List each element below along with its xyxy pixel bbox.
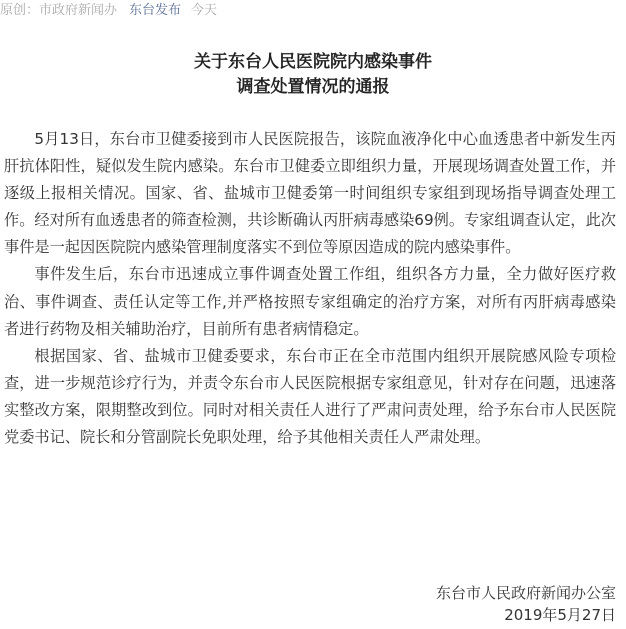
original-label: 原创： (0, 3, 40, 18)
article-body (4, 126, 616, 451)
paragraph-2: 事件发生后，东台市迅速成立事件调查处置工作组，组织各方力量，全力做好医疗救治、事件调查、责任认定等工作,并严格按照专家组确定的治疗方案，对所有丙肝病毒感染者进行药物及相关辅助治疗，目前所有患者病情稳定。 (4, 265, 616, 338)
signature (436, 582, 616, 626)
article-title (0, 50, 626, 100)
publisher-link[interactable]: 东台发布 (129, 3, 182, 18)
title-line-2: 调查处置情况的通报 (236, 77, 390, 97)
original-source: 市政府新闻办 (39, 3, 118, 18)
publish-time: 今天 (191, 3, 218, 18)
signature-date: 2019年5月27日 (504, 606, 616, 624)
paragraph-1: 5月13日，东台市卫健委接到市人民医院报告，该院血液净化中心血透患者中新发生丙肝抗体阳性，疑似发生院内感染。东台市卫健委立即组织力量，开展现场调查处置工作，并逐级上报相关情况。国家、省、盐城市卫健委第一时间组织专家组到现场指导调查处理工作。经对所有血透患者的筛查检测，共诊断确认丙肝病毒感染69例。专家组调查认定，此次事件是一起因医院院内感染管理制度落实不到位等原因造成的院内感染事件。 (4, 130, 616, 257)
article-meta (0, 2, 217, 20)
paragraph-3: 根据国家、省、盐城市卫健委要求，东台市正在全市范围内组织开展院感风险专项检查，进一步规范诊疗行为，并责令东台市人民医院根据专家组意见，针对存在问题，迅速落实整改方案，限期整改到位。同时对相关责任人进行了严肃问责处理，给予东台市人民医院党委书记、院长和分管副院长免职处理，给予其他相关责任人严肃处理。 (4, 346, 616, 447)
signature-org: 东台市人民政府新闻办公室 (435, 584, 616, 602)
title-line-1: 关于东台人民医院院内感染事件 (194, 52, 432, 72)
